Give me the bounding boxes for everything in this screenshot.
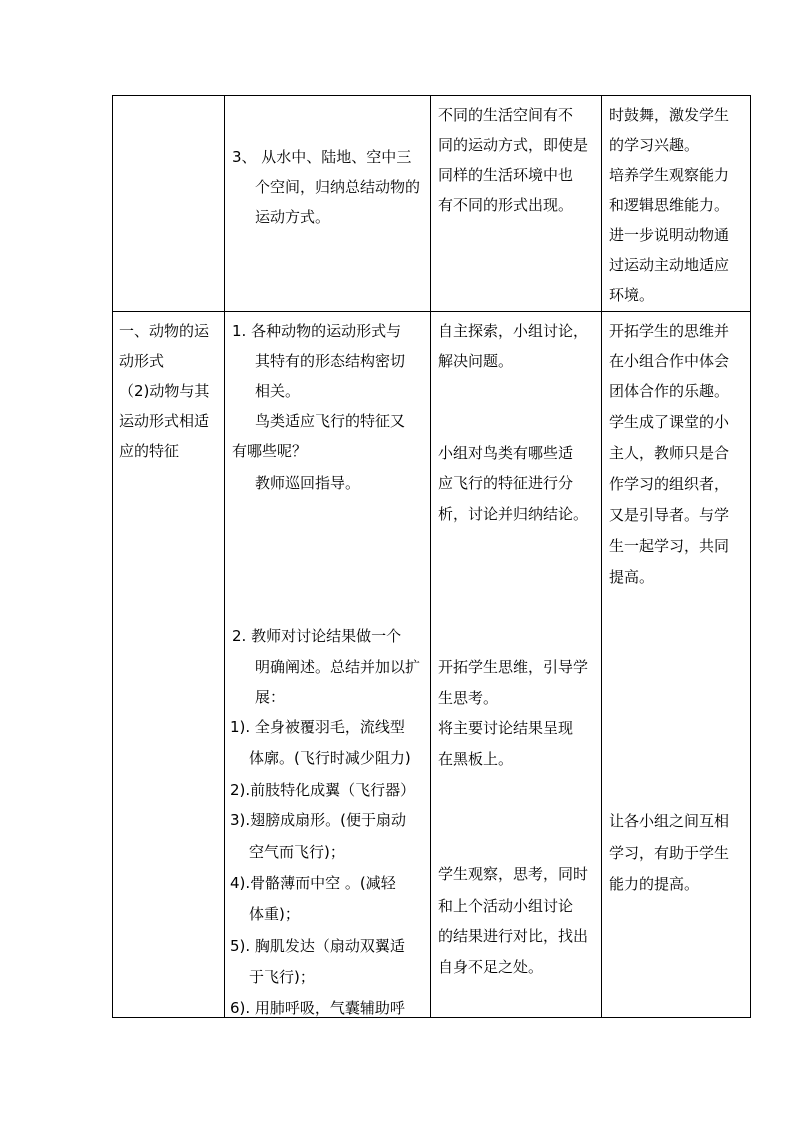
cell-text-line: 学生观察，思考，同时 [438, 865, 589, 883]
section-heading-line: 动形式 [119, 352, 165, 370]
cell-text-line: 开拓学生思维，引导学 [438, 658, 589, 676]
table-cell-r1-c4 [602, 96, 750, 311]
cell-text-line: 的结果进行对比，找出 [438, 927, 589, 945]
cell-text-line: 应飞行的特征进行分 [438, 474, 574, 492]
cell-text-line: 1). 全身被覆羽毛，流线型 [230, 718, 405, 736]
cell-text-line: 提高。 [609, 568, 655, 586]
cell-text-line: 和上个活动小组讨论 [438, 897, 574, 915]
cell-text-line: 小组对鸟类有哪些适 [438, 444, 574, 462]
cell-text-line: 析，讨论并归纳结论。 [438, 505, 589, 523]
section-heading-line: （2)动物与其 [119, 382, 210, 400]
table-cell-r2-c4 [602, 312, 750, 1017]
cell-text-line: 团体合作的乐趣。 [609, 382, 730, 400]
cell-text-line: 生一起学习，共同 [609, 537, 730, 555]
cell-text-line: 解决问题。 [438, 352, 514, 370]
cell-text-line: 能力的提高。 [609, 875, 700, 893]
cell-text-line: 明确阐述。总结并加以扩 [255, 658, 421, 676]
table-cell-r1-c1 [113, 96, 224, 311]
cell-text-line: 鸟类适应飞行的特征又 [255, 412, 406, 430]
cell-text-line: 和逻辑思维能力。 [609, 196, 730, 214]
cell-text-line: 3、 从水中、陆地、空中三 [232, 148, 412, 166]
cell-text-line: 主人，教师只是合 [609, 444, 730, 462]
cell-text-line: 同样的生活环境中也 [438, 166, 574, 184]
table-border-right [750, 95, 751, 1018]
cell-text-line: 体重)； [249, 905, 300, 923]
cell-text-line: 展： [255, 688, 286, 706]
cell-text-line: 6). 用肺呼吸，气囊辅助呼 [230, 999, 405, 1017]
cell-text-line: 的学习兴趣。 [609, 136, 700, 154]
cell-text-line: 教师巡回指导。 [255, 474, 361, 492]
cell-text-line: 5). 胸肌发达（扇动双翼适 [230, 937, 405, 955]
table-cell-r2-c3 [431, 312, 601, 1017]
table-border-bottom [112, 1017, 751, 1018]
cell-text-line: 自主探索，小组讨论， [438, 322, 589, 340]
cell-text-line: 环境。 [609, 286, 655, 304]
cell-text-line: 学生成了课堂的小 [609, 413, 730, 431]
cell-text-line: 进一步说明动物通 [609, 226, 730, 244]
cell-text-line: 有哪些呢？ [232, 442, 308, 460]
cell-text-line: 运动方式。 [255, 208, 331, 226]
cell-text-line: 开拓学生的思维并 [609, 322, 730, 340]
cell-text-line: 学习，有助于学生 [609, 844, 730, 862]
cell-text-line: 相关。 [255, 382, 301, 400]
cell-text-line: 时鼓舞，激发学生 [609, 106, 730, 124]
cell-text-line: 4).骨骼薄而中空 。(减轻 [230, 874, 396, 892]
cell-text-line: 3).翅膀成扇形。(便于扇动 [230, 811, 407, 829]
cell-text-line: 有不同的形式出现。 [438, 196, 574, 214]
cell-text-line: 不同的生活空间有不 [438, 106, 574, 124]
section-heading-line: 一、动物的运 [119, 322, 210, 340]
cell-text-line: 空气而飞行)； [249, 843, 345, 861]
cell-text-line: 在小组合作中体会 [609, 352, 730, 370]
cell-text-line: 个空间，归纳总结动物的 [255, 178, 421, 196]
cell-text-line: 培养学生观察能力 [609, 166, 730, 184]
cell-text-line: 作学习的组织者， [609, 475, 730, 493]
cell-text-line: 又是引导者。与学 [609, 506, 730, 524]
section-heading-line: 应的特征 [119, 442, 180, 460]
table-cell-r1-c2 [225, 96, 430, 311]
cell-text-line: 2).前肢特化成翼（飞行器） [230, 781, 416, 799]
table-cell-r1-c3 [431, 96, 601, 311]
cell-text-line: 让各小组之间互相 [609, 812, 730, 830]
section-heading-line: 运动形式相适 [119, 412, 210, 430]
cell-text-line: 2. 教师对讨论结果做一个 [232, 627, 402, 645]
cell-text-line: 生思考。 [438, 689, 499, 707]
cell-text-line: 其特有的形态结构密切 [255, 352, 406, 370]
cell-text-line: 体廓。(飞行时减少阻力) [249, 749, 411, 767]
cell-text-line: 同的运动方式，即使是 [438, 136, 589, 154]
cell-text-line: 过运动主动地适应 [609, 256, 730, 274]
cell-text-line: 于飞行)； [249, 968, 315, 986]
table-cell-r2-c1 [113, 312, 224, 1017]
cell-text-line: 将主要讨论结果呈现 [438, 719, 574, 737]
cell-text-line: 1. 各种动物的运动形式与 [232, 322, 402, 340]
cell-text-line: 自身不足之处。 [438, 958, 544, 976]
cell-text-line: 在黑板上。 [438, 750, 514, 768]
table-cell-r2-c2 [225, 312, 430, 1017]
